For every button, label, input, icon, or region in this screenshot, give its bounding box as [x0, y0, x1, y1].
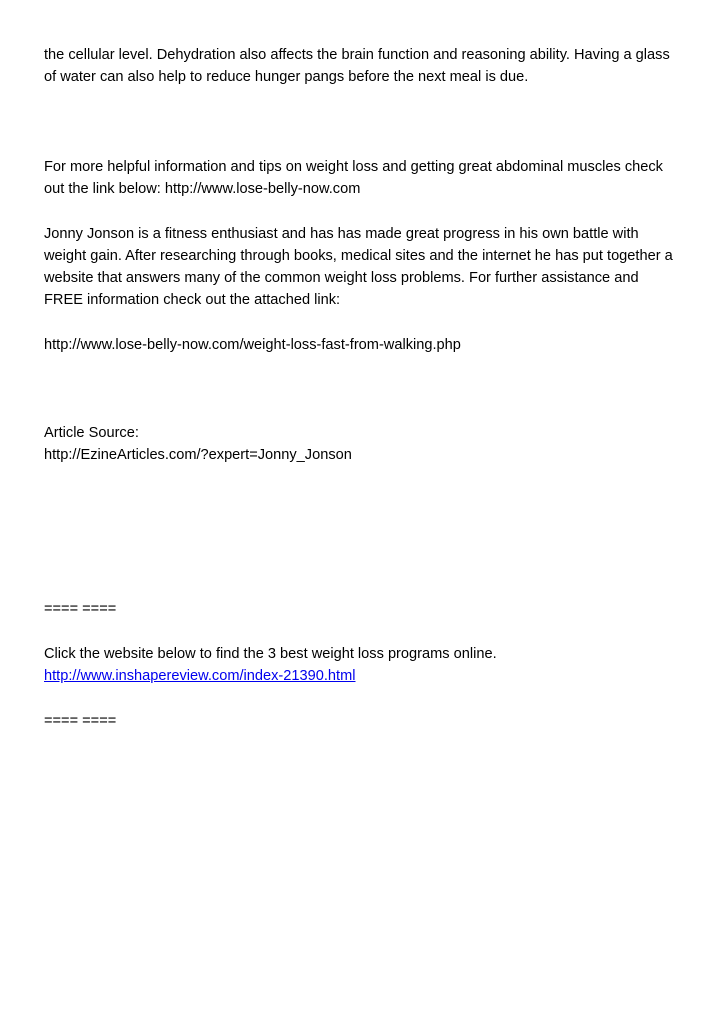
article-source-url: http://EzineArticles.com/?expert=Jonny_Jonson — [44, 447, 352, 463]
promo-text: Click the website below to find the 3 best weight loss programs online. — [44, 646, 497, 662]
separator-text: ==== ==== — [44, 713, 117, 729]
paragraph-author-url — [44, 334, 694, 356]
article-source-label: Article Source: — [44, 425, 139, 441]
text-line: For more helpful information and tips on weight loss and getting great abdominal muscles check — [44, 159, 663, 175]
separator-text: ==== ==== — [44, 601, 117, 617]
paragraph-author-bio — [44, 223, 694, 311]
document-page — [44, 44, 694, 732]
separator-bottom — [44, 710, 694, 732]
separator-top — [44, 598, 694, 620]
text-line: weight gain. After researching through books, medical sites and the internet he has put together a — [44, 248, 673, 264]
promo-link[interactable]: http://www.inshapereview.com/index-21390.html — [44, 668, 356, 684]
text-line: Jonny Jonson is a fitness enthusiast and has has made great progress in his own battle with — [44, 226, 639, 242]
author-url-text: http://www.lose-belly-now.com/weight-loss-fast-from-walking.php — [44, 337, 461, 353]
paragraph-dehydration — [44, 44, 694, 88]
text-line: out the link below: http://www.lose-belly-now.com — [44, 181, 361, 197]
text-line: of water can also help to reduce hunger pangs before the next meal is due. — [44, 69, 529, 85]
text-line: FREE information check out the attached link: — [44, 292, 341, 308]
article-source — [44, 422, 694, 466]
paragraph-more-info — [44, 156, 694, 200]
text-line: the cellular level. Dehydration also affects the brain function and reasoning ability. Having a glass — [44, 47, 670, 63]
promo-block — [44, 643, 694, 687]
text-line: website that answers many of the common weight loss problems. For further assistance and — [44, 270, 639, 286]
